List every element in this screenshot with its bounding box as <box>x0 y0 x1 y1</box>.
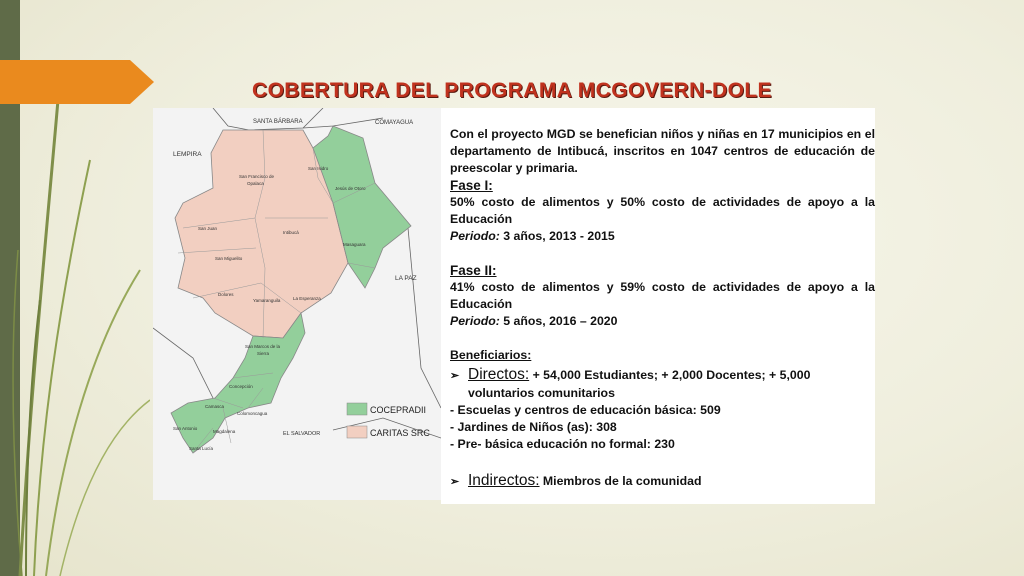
label-la-paz: LA PAZ <box>395 275 417 282</box>
fase1-period-label: Periodo: <box>450 229 500 243</box>
directos-continuation: voluntarios comunitarios <box>468 386 615 400</box>
arrow-bullet-icon: ➢ <box>450 370 460 382</box>
fase2-heading: Fase II: <box>450 263 497 278</box>
label-camasca: Camasca <box>205 404 225 409</box>
label-la-esperanza: La Esperanza <box>293 296 321 301</box>
arrow-bullet-icon: ➢ <box>450 476 460 488</box>
directos-label: Directos: <box>468 366 530 383</box>
escuelas-line: - Escuelas y centros de educación básica: 509 <box>450 403 721 417</box>
label-san-isidro: San Isidro <box>308 166 329 171</box>
legend-swatch-cocepradii <box>347 403 367 415</box>
page-title: COBERTURA DEL PROGRAMA MCGOVERN-DOLE <box>252 79 772 102</box>
orange-arrow-tab <box>0 60 160 104</box>
label-jesus-de-otoro: Jesús de Otoro <box>335 186 366 191</box>
indirectos-row <box>450 472 875 491</box>
label-magdalena: Magdalena <box>213 429 236 434</box>
label-dolores: Dolores <box>218 292 234 297</box>
label-intibuca: Intibucá <box>283 230 299 235</box>
label-santa-barbara: SANTA BÁRBARA <box>253 119 303 125</box>
fase1-period <box>450 228 875 245</box>
prebasica-line: - Pre- básica educación no formal: 230 <box>450 437 675 451</box>
beneficiarios-heading: Beneficiarios: <box>450 348 532 362</box>
legend-label-cocepradii: COCEPRADII <box>370 405 427 415</box>
legend-swatch-caritas <box>347 426 367 438</box>
label-san-antonio: San Antonio <box>173 426 198 431</box>
indirectos-text: Miembros de la comunidad <box>539 474 702 488</box>
label-lempira: LEMPIRA <box>173 151 202 158</box>
map-panel <box>153 108 441 500</box>
intibuca-map <box>153 108 441 500</box>
label-santa-lucia: Santa Lucía <box>189 446 214 451</box>
label-san-juan: San Juan <box>198 226 218 231</box>
label-yamaranguila: Yamaranguila <box>253 298 281 303</box>
label-san-francisco-2: Opalaca <box>247 181 264 186</box>
fase1-heading: Fase I: <box>450 178 493 193</box>
directos-row <box>450 366 875 385</box>
fase2-period <box>450 313 875 330</box>
label-san-miguelito: San Miguelito <box>215 256 243 261</box>
directos-text: + 54,000 Estudiantes; + 2,000 Docentes; + 5,000 <box>529 368 811 382</box>
legend-label-caritas: CARITAS SRC <box>370 428 430 438</box>
label-colomoncagua: Colomoncagua <box>237 411 268 416</box>
text-panel <box>441 108 875 504</box>
fase2-period-label: Periodo: <box>450 314 500 328</box>
indirectos-label: Indirectos: <box>468 472 540 489</box>
label-comayagua: COMAYAGUA <box>375 120 414 126</box>
intro-paragraph: Con el proyecto MGD se benefician niños y niñas en 17 municipios en el departamento de Intibucá, inscritos en 1047 centros de educación de preescolar y primaria. <box>450 127 875 175</box>
fase1-description: 50% costo de alimentos y 50% costo de actividades de apoyo a la Educación <box>450 195 875 226</box>
label-el-salvador: EL SALVADOR <box>283 431 321 437</box>
label-san-marcos-2: Sierra <box>257 351 270 356</box>
label-san-francisco-1: San Francisco de <box>239 174 275 179</box>
decorative-grass <box>0 100 150 576</box>
jardines-line: - Jardines de Niños (as): 308 <box>450 420 617 434</box>
fase2-description: 41% costo de alimentos y 59% costo de actividades de apoyo a la Educación <box>450 280 875 311</box>
label-masaguara: Masaguara <box>343 242 366 247</box>
label-concepcion: Concepción <box>229 384 253 389</box>
fase2-period-value: 5 años, 2016 – 2020 <box>499 314 618 328</box>
label-san-marcos-1: San Marcos de la <box>245 344 281 349</box>
fase1-period-value: 3 años, 2013 - 2015 <box>499 229 615 243</box>
